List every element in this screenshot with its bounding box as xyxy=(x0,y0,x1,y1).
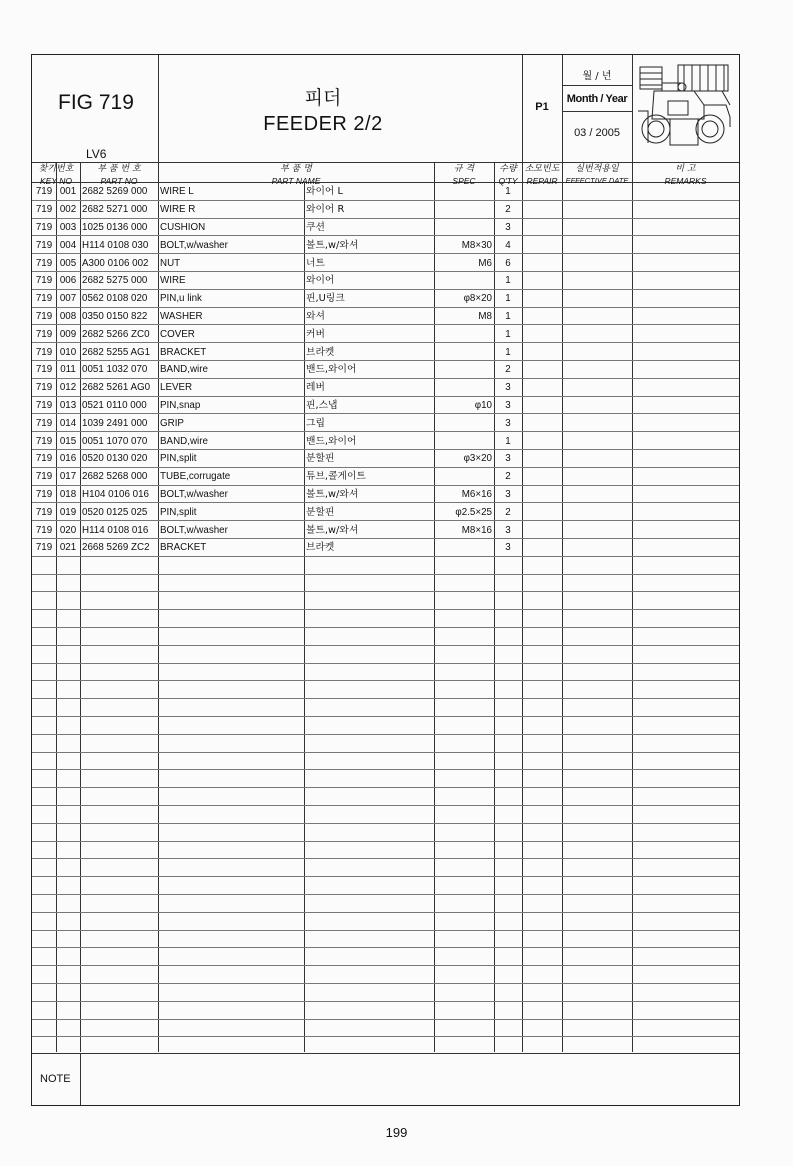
table-row xyxy=(32,450,522,468)
fig-number-cell: 719 xyxy=(35,399,53,411)
repair-header: 소모빈도 REPAIR xyxy=(524,164,560,186)
part-no-cell: A300 0106 002 xyxy=(82,257,149,269)
part-no-cell: 0051 1070 070 xyxy=(82,435,148,447)
part-name-korean-cell: 분할핀 xyxy=(306,506,335,518)
qty-header: 수량 Q'TY xyxy=(498,164,518,186)
table-row xyxy=(32,272,522,290)
key-no-cell: 007 xyxy=(59,293,77,305)
part-name-cell: PIN,split xyxy=(160,453,197,465)
part-name-korean-cell: 브라켓 xyxy=(306,542,335,554)
note-top-line xyxy=(32,1053,739,1054)
part-name-korean-cell: 핀,U링크 xyxy=(306,293,345,305)
spec-cell: φ10 xyxy=(474,399,492,411)
part-no-cell: 0350 0150 822 xyxy=(82,310,148,322)
qty-cell: 1 xyxy=(505,310,511,322)
col-line-repair xyxy=(562,162,563,1052)
table-row xyxy=(32,290,522,308)
part-name-cell: BRACKET xyxy=(160,542,207,554)
part-name-korean-cell: 그립 xyxy=(306,417,325,429)
table-row xyxy=(32,201,522,219)
spec-cell xyxy=(434,414,494,432)
row-line xyxy=(32,645,739,646)
spec-cell xyxy=(434,361,494,379)
fig-number-cell: 719 xyxy=(35,382,53,394)
fig-number-cell: 719 xyxy=(35,239,53,251)
part-name-cell: PIN,snap xyxy=(160,399,201,411)
qty-cell: 3 xyxy=(505,221,511,233)
row-line xyxy=(32,591,739,592)
row-line xyxy=(32,574,739,575)
qty-cell: 1 xyxy=(505,293,511,305)
figure-number: FIG 719 xyxy=(58,91,134,114)
qty-cell: 2 xyxy=(505,364,511,376)
qty-cell: 4 xyxy=(505,239,511,251)
key-no-cell: 005 xyxy=(59,257,77,269)
spec-cell xyxy=(434,201,494,219)
fig-number-cell: 719 xyxy=(35,506,53,518)
part-name-korean-cell: 커버 xyxy=(306,328,325,340)
table-row xyxy=(32,397,522,415)
part-no-cell: 0520 0125 025 xyxy=(82,506,148,518)
model-code: LV6 xyxy=(86,147,107,161)
row-line xyxy=(32,752,739,753)
part-name-korean-cell: 와이어 xyxy=(306,275,335,287)
row-line xyxy=(32,1036,739,1037)
part-name-korean-cell: 와셔 xyxy=(306,310,325,322)
table-row xyxy=(32,343,522,361)
part-name-cell: BOLT,w/washer xyxy=(160,524,228,536)
part-name-cell: PIN,split xyxy=(160,506,197,518)
spec-cell: M8 xyxy=(478,310,492,322)
key-no-cell: 009 xyxy=(59,328,77,340)
row-line xyxy=(32,769,739,770)
col-line-qty xyxy=(522,162,523,1052)
part-name-cell: BOLT,w/washer xyxy=(160,239,228,251)
divider-fig xyxy=(158,55,159,162)
row-line xyxy=(32,947,739,948)
key-no-cell: 001 xyxy=(59,186,77,198)
table-row xyxy=(32,521,522,539)
part-name-korean-cell: 쿠션 xyxy=(306,221,325,233)
key-no-header: 찾기번호 KEY NO xyxy=(38,164,74,186)
part-name-korean-cell: 볼트,w/와셔 xyxy=(306,524,359,536)
fig-number-cell: 719 xyxy=(35,204,53,216)
table-row xyxy=(32,236,522,254)
row-line xyxy=(32,858,739,859)
fig-number-cell: 719 xyxy=(35,453,53,465)
rice-transplanter-icon xyxy=(634,57,736,153)
qty-cell: 3 xyxy=(505,399,511,411)
page-number: 199 xyxy=(385,1125,408,1140)
row-line xyxy=(32,1019,739,1020)
spec-cell xyxy=(434,183,494,201)
row-line xyxy=(32,609,739,610)
spec-cell: φ3×20 xyxy=(463,453,492,465)
month-year-value: 03 / 2005 xyxy=(574,127,620,139)
qty-cell: 1 xyxy=(505,186,511,198)
key-no-cell: 019 xyxy=(59,506,77,518)
fig-number-cell: 719 xyxy=(35,257,53,269)
spec-cell: M6×16 xyxy=(461,488,492,500)
month-year-label: Month / Year xyxy=(566,93,628,105)
fig-number-cell: 719 xyxy=(35,524,53,536)
spec-cell xyxy=(434,343,494,361)
row-line xyxy=(32,787,739,788)
qty-cell: 3 xyxy=(505,382,511,394)
part-name-korean-cell: 분할핀 xyxy=(306,453,335,465)
part-name-korean-cell: 브라켓 xyxy=(306,346,335,358)
key-no-cell: 021 xyxy=(59,542,77,554)
spec-cell: φ2.5×25 xyxy=(455,506,492,518)
spec-cell xyxy=(434,325,494,343)
table-row xyxy=(32,539,522,557)
key-no-cell: 016 xyxy=(59,453,77,465)
part-name-cell: BAND,wire xyxy=(160,435,208,447)
row-line xyxy=(32,912,739,913)
part-name-cell: TUBE,corrugate xyxy=(160,471,231,483)
effective-date-header: 실번적용일 EFFECTIVE DATE xyxy=(565,164,629,185)
part-name-korean-cell: 와이어 R xyxy=(306,204,345,216)
month-year-line-2 xyxy=(562,111,632,112)
part-name-header: 부 품 명 PART NAME xyxy=(271,164,321,186)
part-no-cell: H104 0106 016 xyxy=(82,488,150,500)
row-line xyxy=(32,663,739,664)
note-divider xyxy=(80,1053,81,1105)
table-row xyxy=(32,254,522,272)
remarks-header: 비 고 REMARKS xyxy=(664,164,707,186)
part-name-cell: WIRE L xyxy=(160,186,194,198)
table-row xyxy=(32,361,522,379)
note-label: NOTE xyxy=(40,1073,71,1085)
qty-cell: 2 xyxy=(505,506,511,518)
table-row xyxy=(32,308,522,326)
fig-number-cell: 719 xyxy=(35,328,53,340)
table-row xyxy=(32,183,522,201)
row-line xyxy=(32,930,739,931)
part-name-cell: PIN,u link xyxy=(160,293,202,305)
key-no-cell: 012 xyxy=(59,382,77,394)
qty-cell: 1 xyxy=(505,328,511,340)
row-line xyxy=(32,734,739,735)
parts-table xyxy=(32,183,522,557)
part-name-cell: BOLT,w/washer xyxy=(160,488,228,500)
part-name-korean-cell: 밴드,와이어 xyxy=(306,435,357,447)
part-no-cell: 1039 2491 000 xyxy=(82,417,148,429)
part-no-cell: H114 0108 030 xyxy=(82,239,149,251)
part-name-korean-cell: 밴드,와이어 xyxy=(306,364,357,376)
fig-number-cell: 719 xyxy=(35,310,53,322)
spec-cell xyxy=(434,432,494,450)
qty-cell: 3 xyxy=(505,488,511,500)
key-no-cell: 006 xyxy=(59,275,77,287)
fig-number-cell: 719 xyxy=(35,364,53,376)
part-name-cell: WASHER xyxy=(160,310,203,322)
qty-cell: 1 xyxy=(505,275,511,287)
part-no-cell: 2682 5271 000 xyxy=(82,204,148,216)
part-name-korean-cell: 볼트,w/와셔 xyxy=(306,239,359,251)
part-name-cell: COVER xyxy=(160,328,195,340)
spec-cell xyxy=(434,468,494,486)
part-name-korean-cell: 레버 xyxy=(306,382,325,394)
table-row xyxy=(32,486,522,504)
qty-cell: 3 xyxy=(505,417,511,429)
part-name-cell: WIRE xyxy=(160,275,186,287)
title-korean: 피더 xyxy=(304,87,342,109)
part-no-cell: H114 0108 016 xyxy=(82,524,149,536)
part-no-cell: 0051 1032 070 xyxy=(82,364,148,376)
row-line xyxy=(32,680,739,681)
page-title: FEEDER 2/2 xyxy=(263,113,383,135)
qty-cell: 2 xyxy=(505,471,511,483)
part-no-cell: 2668 5269 ZC2 xyxy=(82,542,150,554)
part-name-cell: BRACKET xyxy=(160,346,207,358)
col-line-effdate xyxy=(632,162,633,1052)
row-line xyxy=(32,965,739,966)
spec-cell xyxy=(434,272,494,290)
part-name-cell: CUSHION xyxy=(160,221,206,233)
key-no-cell: 002 xyxy=(59,204,77,216)
key-no-cell: 020 xyxy=(59,524,77,536)
part-no-cell: 2682 5261 AG0 xyxy=(82,382,151,394)
table-row xyxy=(32,503,522,521)
part-name-cell: LEVER xyxy=(160,382,193,394)
key-no-cell: 017 xyxy=(59,471,77,483)
key-no-cell: 004 xyxy=(59,239,77,251)
fig-number-cell: 719 xyxy=(35,346,53,358)
spec-cell xyxy=(434,219,494,237)
table-row xyxy=(32,432,522,450)
spec-cell: φ8×20 xyxy=(463,293,492,305)
part-no-cell: 2682 5269 000 xyxy=(82,186,148,198)
row-line xyxy=(32,805,739,806)
spec-cell: M8×16 xyxy=(461,524,492,536)
key-no-cell: 010 xyxy=(59,346,77,358)
qty-cell: 6 xyxy=(505,257,511,269)
part-name-korean-cell: 튜브,콜게이트 xyxy=(306,471,366,483)
row-line xyxy=(32,627,739,628)
key-no-cell: 014 xyxy=(59,417,77,429)
page-label: P1 xyxy=(535,101,549,113)
key-no-cell: 018 xyxy=(59,488,77,500)
table-row xyxy=(32,414,522,432)
key-no-cell: 011 xyxy=(60,364,76,376)
qty-cell: 2 xyxy=(505,204,511,216)
part-name-cell: WIRE R xyxy=(160,204,196,216)
row-line xyxy=(32,876,739,877)
qty-cell: 3 xyxy=(505,453,511,465)
part-name-cell: GRIP xyxy=(160,417,184,429)
key-no-cell: 013 xyxy=(59,399,77,411)
fig-number-cell: 719 xyxy=(35,293,53,305)
part-no-cell: 0520 0130 020 xyxy=(82,453,148,465)
part-name-korean-cell: 핀,스냅 xyxy=(306,399,338,411)
part-no-header: 부 품 번 호 PART NO xyxy=(97,164,141,186)
row-line xyxy=(32,823,739,824)
fig-number-cell: 719 xyxy=(35,435,53,447)
table-row xyxy=(32,219,522,237)
part-name-korean-cell: 너트 xyxy=(306,257,325,269)
fig-number-cell: 719 xyxy=(35,417,53,429)
key-no-cell: 003 xyxy=(59,221,77,233)
fig-number-cell: 719 xyxy=(35,221,53,233)
spec-cell xyxy=(434,379,494,397)
part-no-cell: 0562 0108 020 xyxy=(82,293,148,305)
qty-cell: 1 xyxy=(505,435,511,447)
row-line xyxy=(32,716,739,717)
row-line xyxy=(32,894,739,895)
part-no-cell: 2682 5275 000 xyxy=(82,275,148,287)
fig-number-cell: 719 xyxy=(35,275,53,287)
qty-cell: 3 xyxy=(505,524,511,536)
part-name-cell: BAND,wire xyxy=(160,364,208,376)
month-year-line-1 xyxy=(562,85,632,86)
table-row xyxy=(32,379,522,397)
part-name-korean-cell: 와이어 L xyxy=(306,186,343,198)
part-no-cell: 0521 0110 000 xyxy=(82,399,147,411)
spec-cell: M6 xyxy=(478,257,492,269)
spec-header: 규 격 SPEC xyxy=(452,164,476,186)
qty-cell: 1 xyxy=(505,346,511,358)
key-no-cell: 008 xyxy=(59,310,77,322)
fig-number-cell: 719 xyxy=(35,186,53,198)
spec-cell xyxy=(434,539,494,557)
part-name-korean-cell: 볼트,w/와셔 xyxy=(306,488,359,500)
spec-cell: M8×30 xyxy=(461,239,492,251)
row-line xyxy=(32,983,739,984)
part-no-cell: 1025 0136 000 xyxy=(82,221,148,233)
table-row xyxy=(32,325,522,343)
table-row xyxy=(32,468,522,486)
part-no-cell: 2682 5268 000 xyxy=(82,471,148,483)
part-name-cell: NUT xyxy=(160,257,181,269)
part-no-cell: 2682 5266 ZC0 xyxy=(82,328,150,340)
fig-number-cell: 719 xyxy=(35,488,53,500)
qty-cell: 3 xyxy=(505,542,511,554)
divider-date xyxy=(632,55,633,162)
month-year-korean: 월 / 년 xyxy=(582,71,612,82)
row-line xyxy=(32,841,739,842)
fig-number-cell: 719 xyxy=(35,542,53,554)
row-line xyxy=(32,1001,739,1002)
fig-number-cell: 719 xyxy=(35,471,53,483)
key-no-cell: 015 xyxy=(59,435,77,447)
row-line xyxy=(32,698,739,699)
part-no-cell: 2682 5255 AG1 xyxy=(82,346,151,358)
parts-sheet xyxy=(31,54,740,1106)
